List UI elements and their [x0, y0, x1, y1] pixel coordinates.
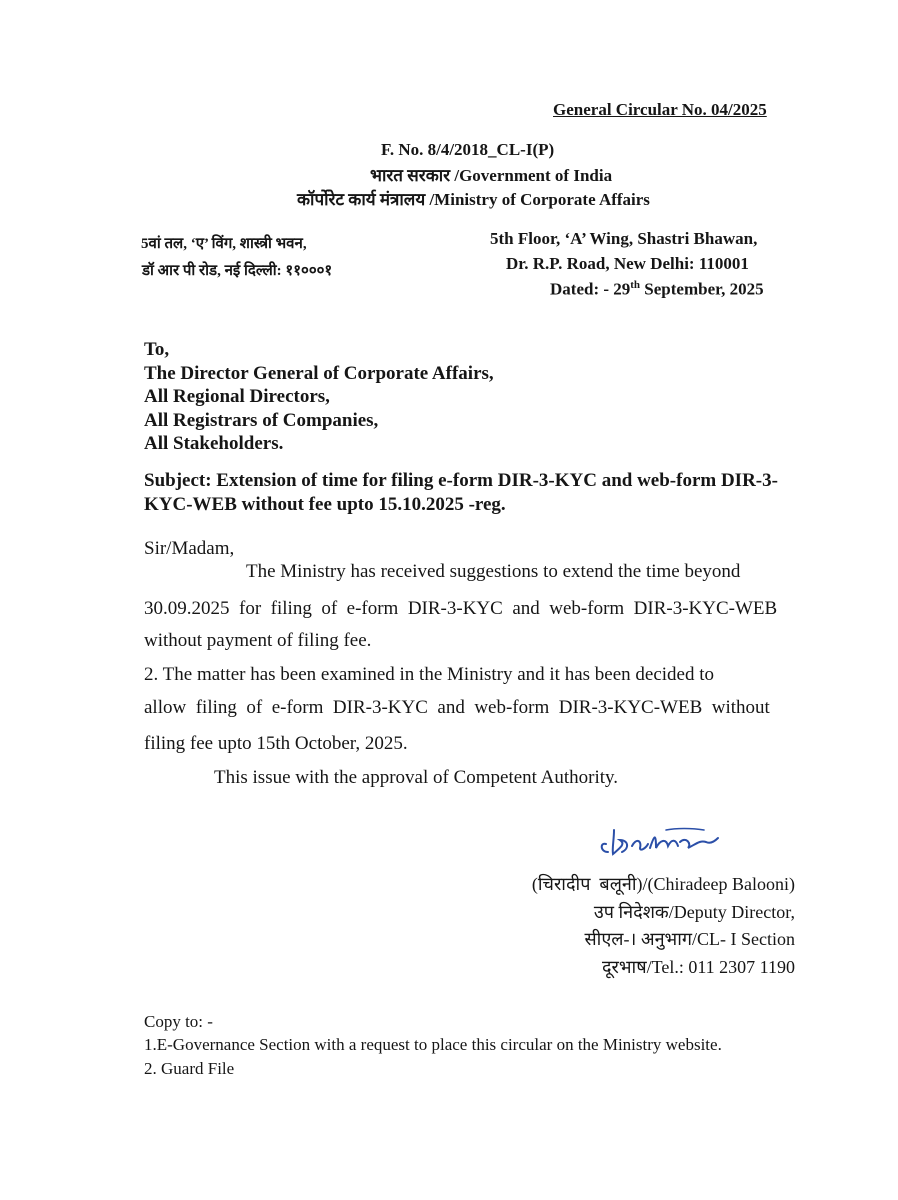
recipients-block: [144, 338, 494, 456]
subject-line: Subject: Extension of time for filing e-form DIR-3-KYC and web-form DIR-3-KYC-WEB without fee upto 15.10.2025 -reg.: [144, 470, 778, 515]
paragraph-2-line-2: allow filing of e-form DIR-3-KYC and web-form DIR-3-KYC-WEB without: [144, 697, 770, 718]
recipient-line: All Registrars of Companies,: [144, 409, 379, 431]
copy-item: 1.E-Governance Section with a request to place this circular on the Ministry website.: [144, 1035, 722, 1054]
signatory-block: [500, 871, 795, 981]
paragraph-2-line-1: 2. The matter has been examined in the Ministry and it has been decided to: [144, 664, 715, 685]
salutation: Sir/Madam,: [144, 538, 235, 559]
recipient-line: The Director General of Corporate Affairs,: [144, 362, 494, 384]
hindi-address-line-1: 5वां तल, ‘ए’ विंग, शास्त्री भवन,: [141, 236, 307, 252]
signatory-telephone: दूरभाष/Tel.: 011 2307 1190: [601, 956, 795, 977]
file-number: F. No. 8/4/2018_CL-I(P): [381, 140, 555, 159]
copy-item: 2. Guard File: [144, 1059, 235, 1078]
paragraph-1-line-3: without payment of filing fee.: [144, 630, 372, 651]
hindi-address-line-2: डॉ आर पी रोड, नई दिल्ली: ११०००१: [142, 263, 333, 279]
signatory-name: (चिरादीप बलूनी)/(Chiradeep Balooni): [531, 874, 795, 894]
english-address-line-2: Dr. R.P. Road, New Delhi: 110001: [506, 254, 749, 273]
signatory-section: सीएल-। अनुभाग/CL- I Section: [584, 929, 795, 949]
signatory-designation: उप निदेशक/Deputy Director,: [593, 901, 795, 922]
government-name: भारत सरकार /Government of India: [370, 166, 613, 185]
to-label: To,: [144, 339, 170, 360]
handwritten-signature: [596, 818, 726, 862]
recipient-line: All Stakeholders.: [144, 433, 284, 454]
date-ordinal: th: [630, 279, 641, 291]
recipient-line: All Regional Directors,: [144, 386, 330, 407]
circular-number: General Circular No. 04/2025: [553, 100, 767, 119]
date-prefix: Dated: - 29: [550, 279, 631, 299]
english-address-line-1: 5th Floor, ‘A’ Wing, Shastri Bhawan,: [490, 229, 758, 248]
ministry-name: कॉर्पोरेट कार्य मंत्रालय /Ministry of Corporate Affairs: [297, 190, 650, 209]
copy-to-heading: Copy to: -: [144, 1012, 213, 1031]
paragraph-1-line-2: 30.09.2025 for filing of e-form DIR-3-KYC and web-form DIR-3-KYC-WEB: [144, 598, 778, 619]
approval-line: This issue with the approval of Competent Authority.: [214, 767, 619, 788]
date-suffix: September, 2025: [640, 279, 764, 299]
date-line: [550, 279, 764, 300]
paragraph-1-line-1: The Ministry has received suggestions to extend the time beyond: [246, 561, 741, 582]
paragraph-2-line-3: filing fee upto 15th October, 2025.: [144, 733, 408, 754]
